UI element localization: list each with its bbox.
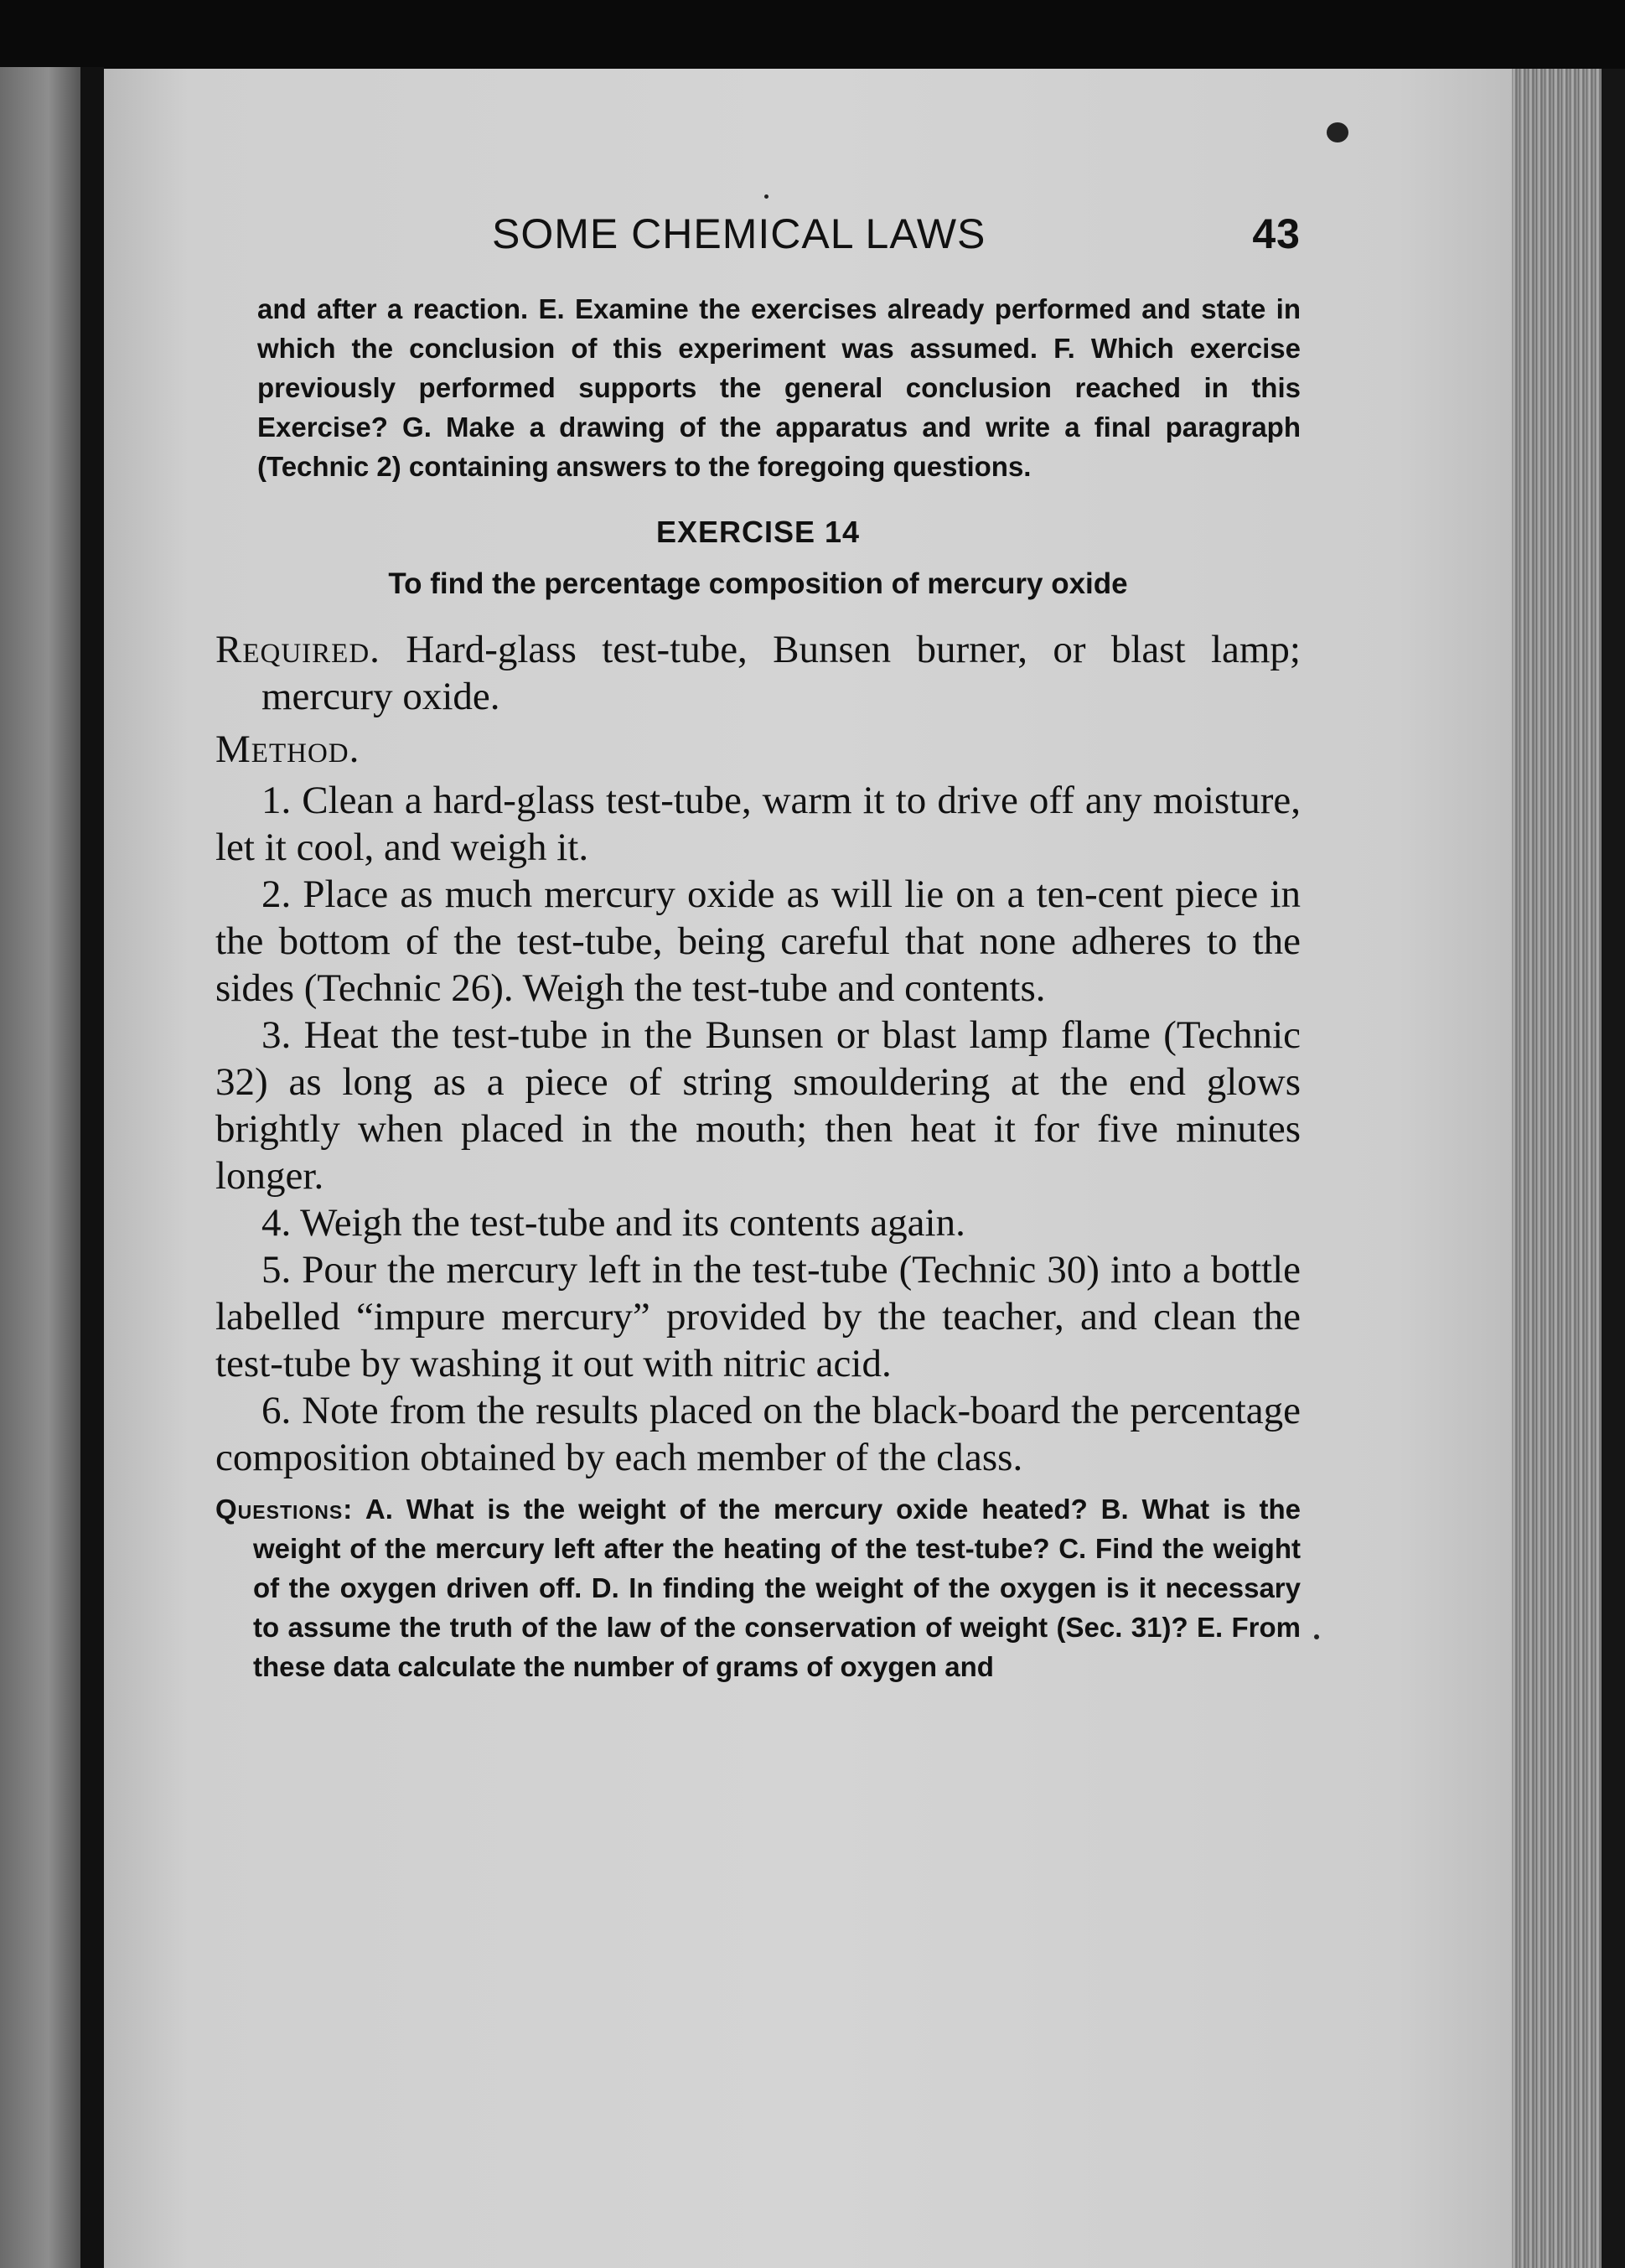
method-label: Method. [215,728,360,771]
exercise-subtitle: To find the percentage composition of mercury oxide [388,567,1128,600]
required-paragraph [215,626,1301,720]
running-title: SOME CHEMICAL LAWS [492,210,986,257]
book-gutter [80,67,104,2268]
questions-label: Questions: [215,1494,354,1525]
required-text: Hard-glass test-tube, Bunsen burner, or blast lamp; mercury oxide. [261,628,1301,718]
page-block-edges [1512,69,1625,2268]
scan-speck [764,194,769,199]
exercise-heading: EXERCISE 14 [655,515,861,549]
required-label: Required. [215,628,380,671]
running-head [215,210,1301,260]
continuation-paragraph: and after a reaction. E. Examine the exercises already performed and state in which the conclusion of this experiment was assumed. F. Which exercise previously performed supports the general conclusion reached in this Exercise? G. Make a drawing of the apparatus and write a final paragraph (Technic 2) containing answers to the foregoing questions. [257,293,1301,482]
method-step: 3. Heat the test-tube in the Bunsen or blast lamp flame (Technic 32) as long as a piece of string smouldering at the end glows brightly when placed in the mouth; then heat it for five minutes longer. [215,1013,1301,1198]
scan-speck [1314,1634,1319,1639]
facing-page-edge [0,67,80,2268]
page-text-block [215,210,1301,1686]
method-step: 5. Pour the mercury left in the test-tube (Technic 30) into a bottle labelled “impure mercury” provided by the teacher, and clean the test-tube by washing it out with nitric acid. [215,1248,1301,1385]
questions-text: A. What is the weight of the mercury oxide heated? B. What is the weight of the mercury left after the heating of the test-tube? C. Find the weight of the oxygen driven off. D. In finding the weight of the oxygen is it necessary to assume the truth of the law of the conservation of weight (Sec. 31)? E. From these data calculate the number of grams of oxygen and [253,1494,1301,1682]
method-step: 4. Weigh the test-tube and its contents again. [261,1201,965,1245]
method-step: 6. Note from the results placed on the black-board the percentage composition obtained by each member of the class. [215,1389,1301,1479]
method-step: 1. Clean a hard-glass test-tube, warm it to drive off any moisture, let it cool, and weigh it. [215,779,1301,869]
page-number: 43 [1252,210,1301,257]
scan-speck [1327,122,1348,142]
method-step: 2. Place as much mercury oxide as will lie on a ten-cent piece in the bottom of the test-tube, being careful that none adheres to the sides (Technic 26). Weigh the test-tube and contents. [215,873,1301,1010]
questions-section [215,1489,1301,1686]
questions-paragraph [215,1489,1301,1686]
